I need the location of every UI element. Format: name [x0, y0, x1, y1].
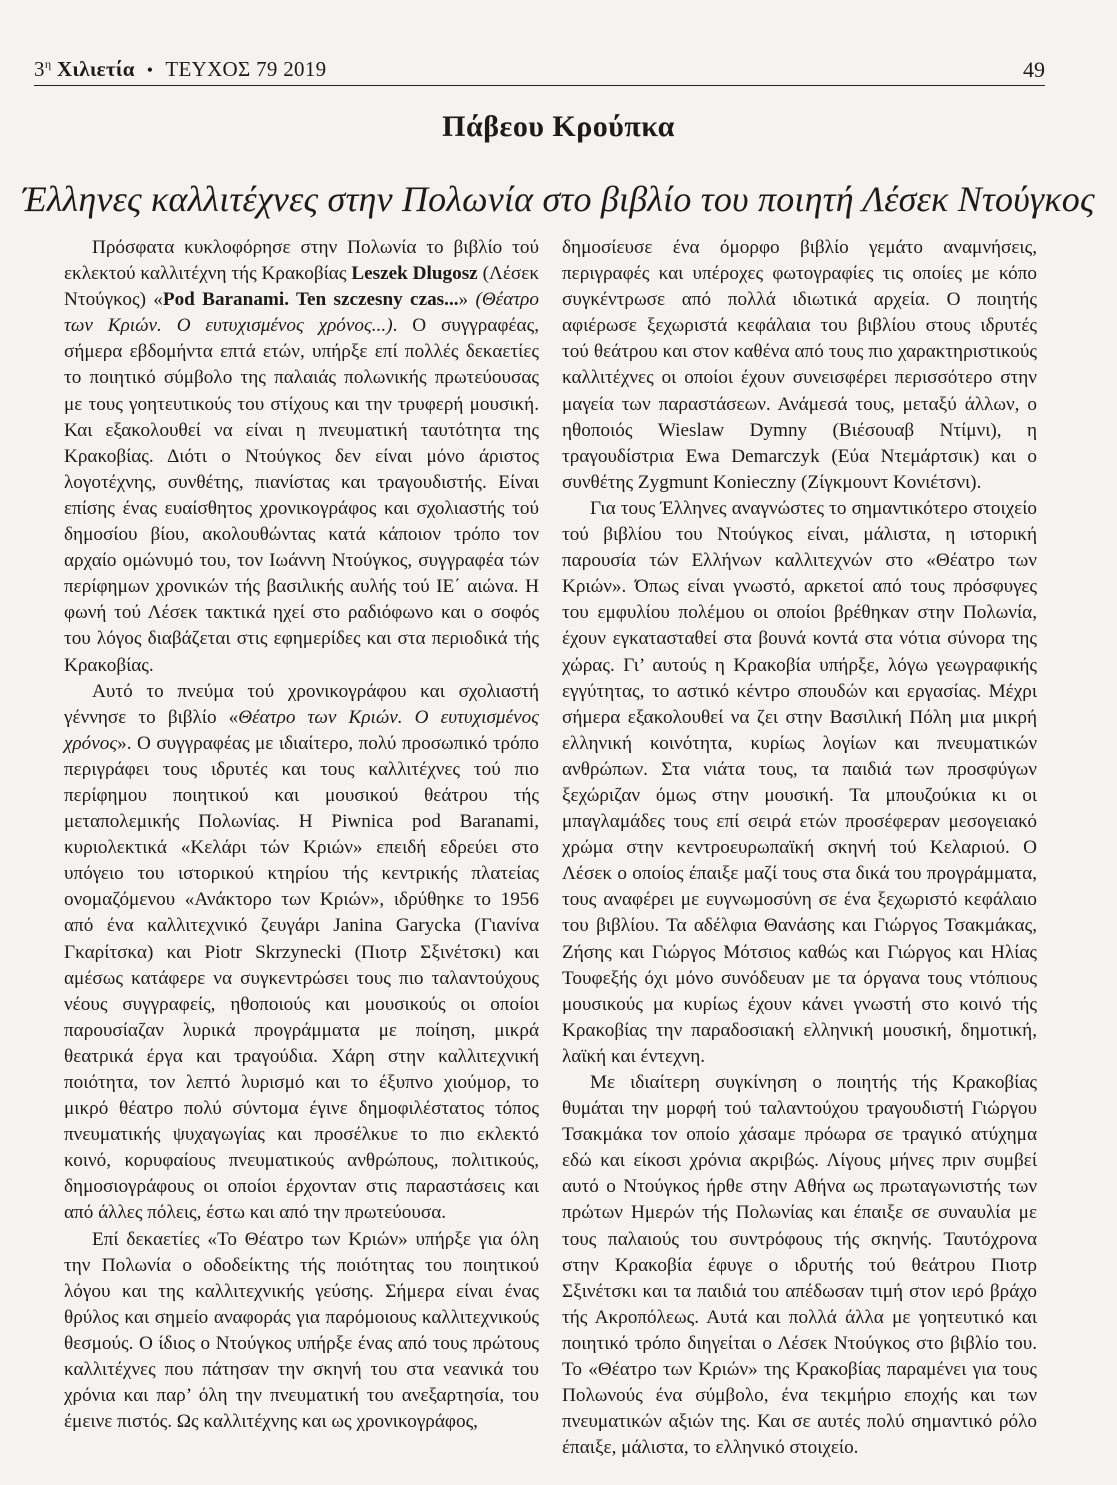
paragraph-4: Για τους Έλληνες αναγνώστες το σημαντικότερο στοιχείο τού βιβλίου του Ντούγκος είναι, μάλιστα, η ιστορική παρουσία τών Ελλήνων καλλιτεχνών στο «Θέατρο των Κριών». Όπως είναι γνωστό, αρκετοί από τους πρόσφυγες του εμφυλίου πολέμου οι οποίοι βρέθηκαν στην Πολωνία, έχουν εγκατασταθεί στα βουνά κοντά στα νότια σύνορα της χώρας. Γι’ αυτούς η Κρακοβία υπήρξε, λόγω γεωγραφικής εγγύτητας, το αστικό κέντρο σπουδών και εργασίας. Μέχρι σήμερα εξακολουθεί να ζει στην Βασιλική Πόλη μια μικρή ελληνική κοινότητα, κυρίως λογίων και πνευματικών ανθρώπων. Στα νιάτα τους, τα παιδιά των προσφύγων ξεχώριζαν όμως στην μουσική. Τα μπουζούκια κι οι μπαγλαμάδες τους επί σειρά ετών προσέφεραν μεσογειακό χρώμα στην κεντροευρωπαϊκή σκηνή τού Κελαριού. Ο Λέσεκ ο οποίος έπαιξε μαζί τους στα δικά του προγράμματα, τους αναφέρει με ευγνωμοσύνη σε ένα ξεχωριστό κεφάλαιο του βιβλίου. Τα αδέλφια Θανάσης και Γιώργος Τσακμάκας, Ζήσης και Γιώργος Μότσιος καθώς και Γιώργος και Ηλίας Τουφεξής όχι μόνο συνόδευαν με τα όργανα τους ντόπιους μουσικούς μα κυρίως έχουν κάνει γνωστή στο κοινό τής Κρακοβίας την παραδοσιακή ελληνική μουσική, δημοτική, λαϊκή και έντεχνη. — [562, 497, 1037, 1067]
book-title-bold: Pod Baranami. Ten szczesny czas... — [162, 289, 459, 311]
article-author: Πάβεου Κρούπκα — [442, 110, 675, 143]
paragraph-3-continued: δημοσίευσε ένα όμορφο βιβλίο γεμάτο αναμνήσεις, περιγραφές και υπέροχες φωτογραφίες τις οποίες με κόπο συγκέντρωσε από πολλά ιδιωτικά αρχεία. Ο ποιητής αφιέρωσε ξεχωριστά κεφάλαια του βιβλίου στους ιδρυτές τού θεάτρου και στον καθένα από τους πιο χαρακτηριστικούς καλλιτέχνες οι οποίοι έχουν συνεισφέρει περισσότερο στην μαγεία των παραστάσεων. Ανάμεσά τους, μεταξύ άλλων, ο ηθοποιός Wieslaw Dymny (Βιέσουαβ Ντίμνι), η τραγουδίστρια Ewa Demarczyk (Εύα Ντεμάρτσικ) και ο συνθέτης Zygmunt Konieczny (Ζίγκμουντ Κονιέτσνι). — [562, 237, 1037, 493]
book-title-translation: (Θέατρο των Κριών. Ο ευτυχισμένος χρόνος...) — [64, 289, 539, 337]
issue-superscript: η — [44, 57, 52, 71]
text-run: (Λέσεκ Ντούγκος) « — [64, 263, 539, 311]
paragraph-3: Επί δεκαετίες «Το Θέατρο των Κριών» υπήρξε για όλη την Πολωνία ο οδοδείκτης τής ποιότητας του ποιητικού λόγου και της καλλιτεχνικής γεύσης. Σήμερα είναι ένας θρύλος και σημείο αναφοράς για παρόμοιους καλλιτεχνικούς θεσμούς. Ο ίδιος ο Ντούγκος υπήρξε ένας από τους πρώτους καλλιτέχνες που πάτησαν την σκηνή του στα νεανικά του χρόνια και παρ’ όλη την πνευματική του ανεξαρτησία, του έμεινε πιστός. Ως καλλιτέχνης και ως χρονικογράφος, — [64, 1228, 539, 1433]
text-run: ». Ο συγγραφέας με ιδιαίτερο, πολύ προσωπικό τρόπο περιγράφει τους ιδρυτές και τους καλλιτέχνες τού πιο περίφημου ποιητικού και μουσικού θεάτρου τής μεταπολεμικής Πολωνίας. Η Piwnica pod Baranami, κυριολεκτικά «Κελάρι τών Κριών» επειδή εδρεύει στο υπόγειο του ιστορικού κτηρίου τής κεντρικής πλατείας ονομαζόμενου «Ανάκτορο των Κριών», ιδρύθηκε το 1956 από ένα καλλιτεχνικό ζευγάρι Janina Garycka (Γιανίνα Γκαρίτσκα) και Piotr Skrzynecki (Πιοτρ Σξινέτσκι) και αμέσως κατάφερε να συγκεντρώσει τους πιο ταλαντούχους νέους συγγραφείς, ηθοποιούς και μουσικούς οι οποίοι παρουσίαζαν λυρικά προγράμματα με ποίηση, μικρά θεατρικά έργα και τραγούδια. Χάρη στην καλλιτεχνική ποιότητα, τον λεπτό λυρισμό και το έξυπνο χιούμορ, το μικρό θέατρο πολύ σύντομα έγινε δημοφιλέστατος τόπος πνευματικής ψυχαγωγίας και προσέλκυε το πιο εκλεκτό κοινό, κορυφαίους πνευματικούς ανθρώπους, πολιτικούς, δημοσιογράφους οι οποίοι έρχονταν στις παραστάσεις και από άλλες πόλεις, έστω και από την πρωτεύουσα. — [64, 732, 539, 1224]
article-title: Έλληνες καλλιτέχνες στην Πολωνία στο βιβλίο του ποιητή Λέσεκ Ντούγκος — [22, 179, 1095, 219]
text-run: Πρόσφατα κυκλοφόρησε στην Πολωνία το βιβλίο τού εκλεκτού καλλιτέχνη τής Κρακοβίας — [64, 237, 539, 285]
bullet-separator: • — [146, 60, 154, 80]
text-run: Αυτό το πνεύμα τού χρονικογράφου και σχολιαστή γέννησε το βιβλίο « — [64, 680, 539, 728]
book-title-italic: Θέατρο των Κριών. Ο ευτυχισμένος χρόνος — [64, 706, 540, 754]
text-run: . Ο συγγραφέας, σήμερα εβδομήντα επτά ετών, υπήρξε επί πολλές δεκαετίες το ποιητικό σύμβολο της παλαιάς πολωνικής πρωτεύουσας με τους γοητευτικούς του στίχους και την τρυφερή μουσική. Και εξακολουθεί να είναι η πνευματική ταυτότητα της Κρακοβίας. Διότι ο Ντούγκος δεν είναι μόνο άριστος λογοτέχνης, συνθέτης, πιανίστας και τραγουδιστής. Είναι επίσης ένας ευαίσθητος χρονικογράφος και σχολιαστής τού δημοσίου βίου, ακολουθώντας κατά κάποιον τρόπο τον αρχαίο ομώνυμό του, τον Ιωάννη Ντούγκος, συγγραφέα τών περίφημων χρονικών τής βασιλικής αυλής τού ΙΕ΄ αιώνα. Η φωνή τού Λέσεκ τακτικά ηχεί στο ραδιόφωνο και ο σοφός του λόγος διαβάζεται στις εφημερίδες και στα περιοδικά τής Κρακοβίας. — [64, 315, 539, 676]
column-left — [64, 235, 539, 1435]
column-right — [562, 235, 1037, 1461]
header-left — [34, 57, 326, 82]
issue-number: 3 — [34, 57, 45, 81]
paragraph-2 — [64, 679, 539, 1227]
magazine-name: Χιλιετία — [56, 57, 135, 81]
issue-label: ΤΕΥΧΟΣ 79 2019 — [165, 57, 327, 81]
text-run: » — [458, 289, 476, 311]
running-header — [34, 55, 1045, 86]
paragraph-5: Με ιδιαίτερη συγκίνηση ο ποιητής τής Κρακοβίας θυμάται την μορφή τού ταλαντούχου τραγουδιστή Γιώργου Τσακμάκα τον οποίο χάσαμε πρόωρα σε τραγικό ατύχημα εδώ και είκοσι χρόνια ακριβώς. Λίγους μήνες πριν συμβεί αυτό ο Ντούγκος ήρθε στην Αθήνα ως πρωταγωνιστής των πρώτων Ημερών τής Πολωνίας και έπαιξε σε συναυλία με τους παλαιούς του συντρόφους τής σκηνής. Ταυτόχρονα στην Κρακοβία έφυγε ο ιδρυτής τού θεάτρου Πιοτρ Σξινέτσκι και τα παιδιά του απέδωσαν τιμή στον ιερό βράχο τής Ακροπόλεως. Αυτά και πολλά άλλα με γοητευτικό και ποιητικό τρόπο διηγείται ο Λέσεκ Ντούγκος στο βιβλίο του. Το «Θέατρο των Κριών» της Κρακοβίας παραμένει για τους Πολωνούς ένα σύμβολο, ένα τεκμήριο εποχής και των πνευματικών αξιών της. Και σε αυτές πολύ σημαντικό ρόλο έπαιξε, μάλιστα, το ελληνικό στοιχείο. — [562, 1072, 1037, 1459]
author-name-bold: Leszek Dlugosz — [351, 263, 478, 285]
paragraph-1 — [64, 235, 539, 679]
page-number: 49 — [1023, 57, 1045, 82]
